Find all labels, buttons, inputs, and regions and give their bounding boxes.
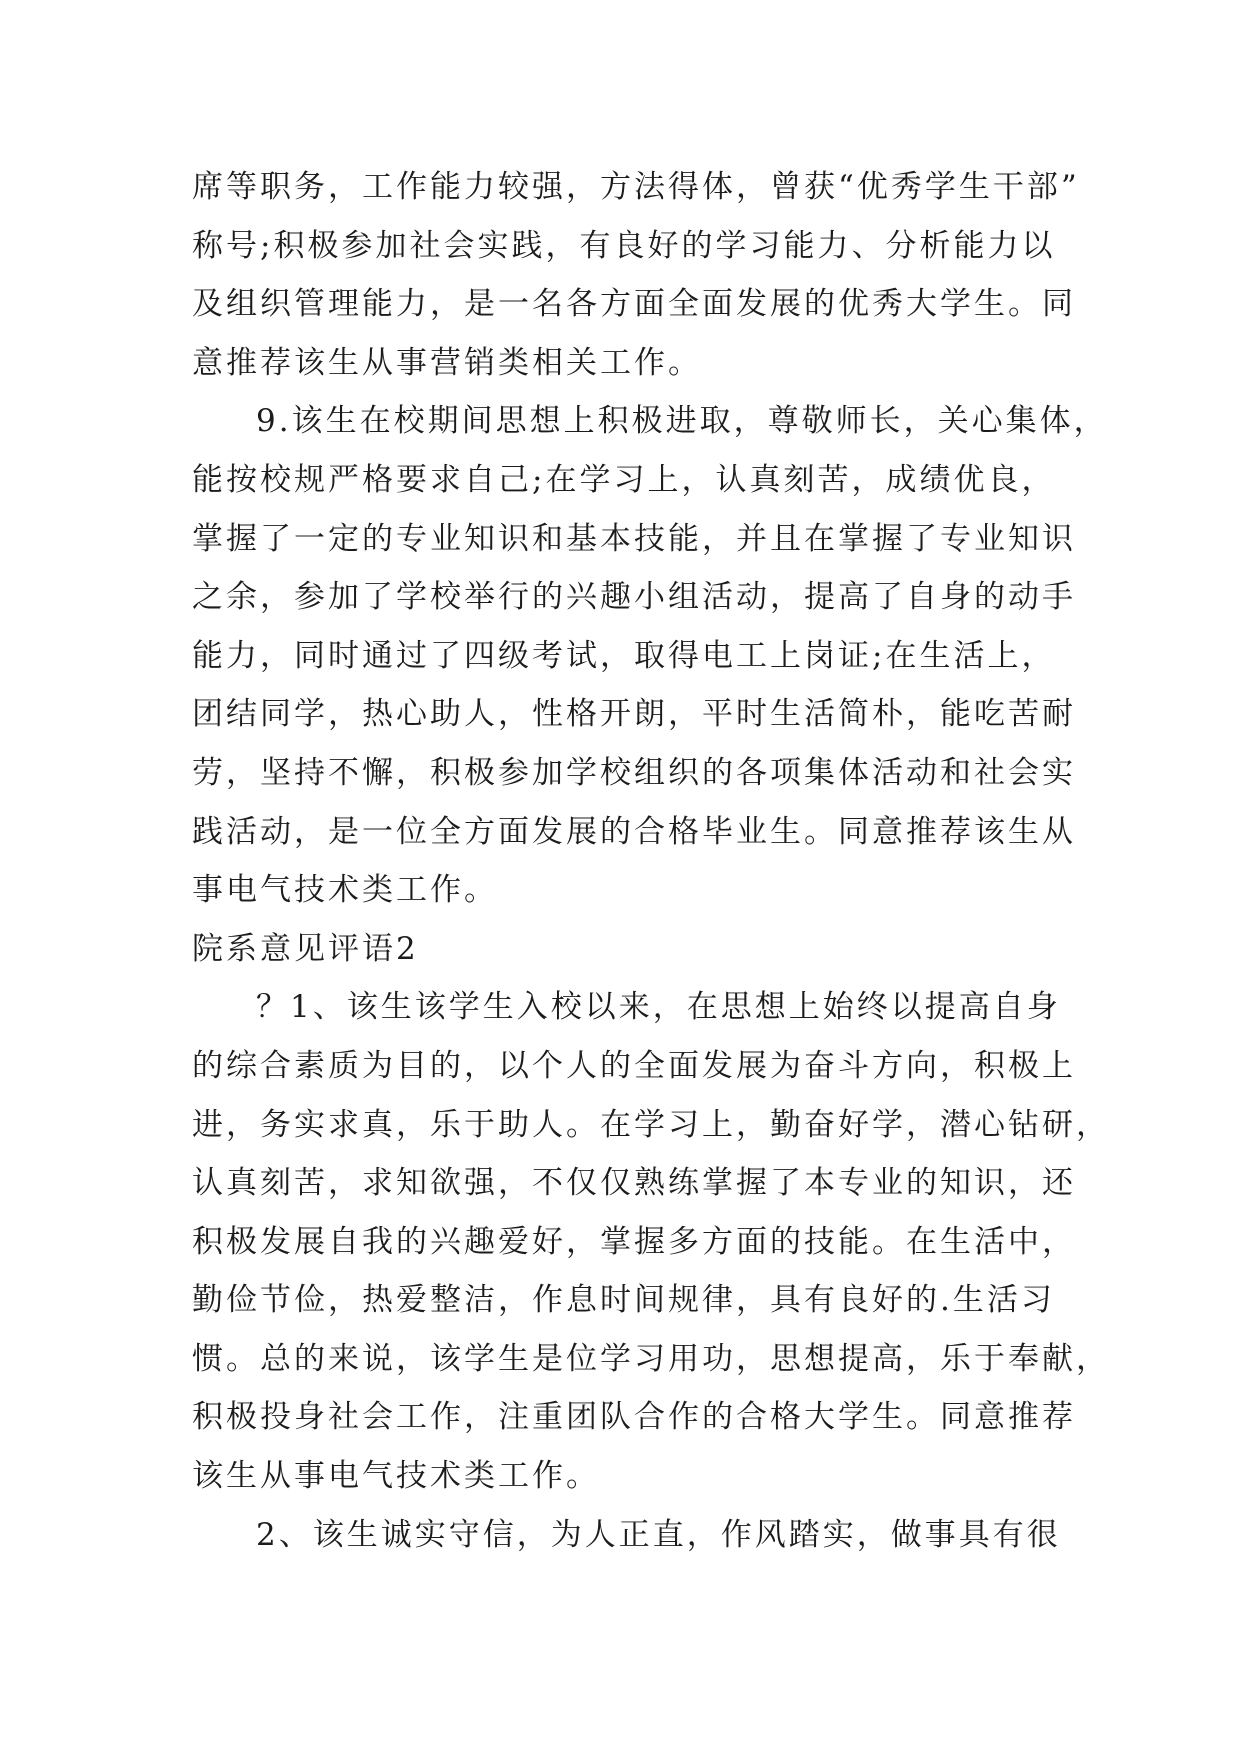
text-line: 事电气技术类工作。 xyxy=(192,872,498,909)
text-line: 及组织管理能力，是一名各方面全面发展的优秀大学生。同 xyxy=(192,286,1076,323)
text-line: 勤俭节俭，热爱整洁，作息时间规律，具有良好的.生活习 xyxy=(192,1282,1055,1319)
text-line: 9.该生在校期间思想上积极进取，尊敬师长，关心集体， xyxy=(256,403,1108,440)
text-line: 积极投身社会工作，注重团队合作的合格大学生。同意推荐 xyxy=(192,1399,1076,1436)
text-line: 称号;积极参加社会实践，有良好的学习能力、分析能力以 xyxy=(192,227,1056,264)
text-line: 认真刻苦，求知欲强，不仅仅熟练掌握了本专业的知识，还 xyxy=(192,1165,1076,1202)
text-line: 团结同学，热心助人，性格开朗，平时生活简朴，能吃苦耐 xyxy=(192,696,1076,733)
text-line: 能力，同时通过了四级考试，取得电工上岗证;在生活上， xyxy=(192,637,1056,674)
text-line: 的综合素质为目的，以个人的全面发展为奋斗方向，积极上 xyxy=(192,1047,1076,1084)
text-line: 践活动，是一位全方面发展的合格毕业生。同意推荐该生从 xyxy=(192,813,1076,850)
text-line: 院系意见评语2 xyxy=(192,930,419,967)
text-line: 该生从事电气技术类工作。 xyxy=(192,1458,600,1495)
text-line: 2、该生诚实守信，为人正直，作风踏实，做事具有很 xyxy=(256,1516,1061,1553)
text-line: 积极发展自我的兴趣爱好，掌握多方面的技能。在生活中， xyxy=(192,1223,1076,1260)
text-line: 劳，坚持不懈，积极参加学校组织的各项集体活动和社会实 xyxy=(192,754,1076,791)
text-line: 能按校规严格要求自己;在学习上，认真刻苦，成绩优良， xyxy=(192,461,1056,498)
text-line: 掌握了一定的专业知识和基本技能，并且在掌握了专业知识 xyxy=(192,520,1076,557)
text-line: 席等职务，工作能力较强，方法得体，曾获“优秀学生干部” xyxy=(192,169,1080,205)
text-line: 惯。总的来说，该学生是位学习用功，思想提高，乐于奉献， xyxy=(192,1340,1110,1377)
document-body xyxy=(192,158,1110,1564)
text-line: 之余，参加了学校举行的兴趣小组活动，提高了自身的动手 xyxy=(192,579,1076,616)
text-line: 意推荐该生从事营销类相关工作。 xyxy=(192,344,702,381)
text-line: ？1、该生该学生入校以来，在思想上始终以提高自身 xyxy=(256,989,1061,1026)
text-line: 进，务实求真，乐于助人。在学习上，勤奋好学，潜心钻研， xyxy=(192,1106,1110,1143)
